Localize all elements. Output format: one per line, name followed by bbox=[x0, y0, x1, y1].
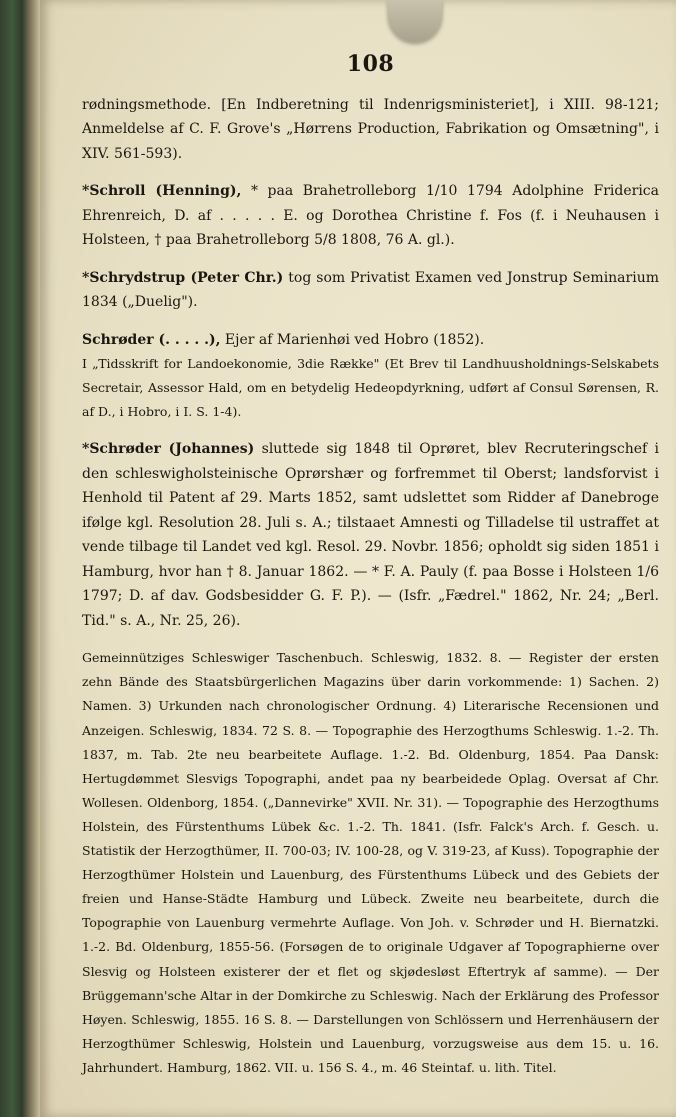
page-text bbox=[82, 52, 659, 1080]
entry-schroder-note: I „Tidsskrift for Landoekonomie, 3die Række" (Et Brev til Landhuusholdnings-Selskabets Secretair, Assessor Hald, om en betydelig Hedeopdyrkning, udført af Consul Sørensen, R. af D., i Hobro, i I. S. 1-4). bbox=[82, 356, 659, 420]
entry-text: * paa Brahetrolleborg 1/10 1794 Adolphine Friderica Ehrenreich, D. af . . . . . E. og Dorothea Christine f. Fos (f. i Neuhausen i Holsteen, † paa Brahetrolleborg 5/8 1808, 76 A. gl.). bbox=[82, 183, 659, 248]
entry-schroder bbox=[82, 328, 659, 353]
entry-schroll bbox=[82, 179, 659, 253]
entry-schroder-johannes bbox=[82, 437, 659, 633]
headword: *Schrydstrup (Peter Chr.) bbox=[82, 269, 284, 286]
entry-text: sluttede sig 1848 til Oprøret, blev Recruteringschef i den schleswigholsteinische Oprørshær og forfremmet til Oberst; landsforvist i Henhold til Patent af 29. Marts 1852, samt udslettet som Ridder af Danebroge ifølge kgl. Resolution 28. Juli s. A.; tilstaaet Amnesti og Tilladelse til ustraffet at vende tilbage til Landet ved kgl. Resol. 29. Novbr. 1856; opholdt sig siden 1851 i Hamburg, hvor han † 8. Januar 1862. — * F. A. Pauly (f. paa Bosse i Holsteen 1/6 1797; D. af dav. Godsbesidder G. F. P.). — (Isfr. „Fædrel." 1862, Nr. 24; „Berl. Tid." s. A., Nr. 25, 26). bbox=[82, 441, 659, 629]
headword: Schrøder (. . . . .), bbox=[82, 331, 221, 348]
headword: *Schrøder (Johannes) bbox=[82, 441, 255, 458]
bibliography-paragraph: Gemeinnütziges Schleswiger Taschenbuch. Schleswig, 1832. 8. — Register der ersten zehn Bände des Staatsbürgerlichen Magazins über darin vorkommende: 1) Sachen. 2) Namen. 3) Urkunden nach chronologischer Ordnung. 4) Literarische Recensionen und Anzeigen. Schleswig, 1834. 72 S. 8. — Topographie des Herzogthums Schleswig. 1.-2. Th. 1837, m. Tab. 2te neu bearbeitete Auflage. 1.-2. Bd. Oldenburg, 1854. Paa Dansk: Hertugdømmet Slesvigs Topographi, andet paa ny bearbeidede Oplag. Oversat af Chr. Wollesen. Oldenborg, 1854. („Dannevirke" XVII. Nr. 31). — Topographie des Herzogthums Holstein, des Fürstenthums Lübek &c. 1.-2. Th. 1841. (Isfr. Falck's Arch. f. Gesch. u. Statistik der Herzogthümer, II. 700-03; IV. 100-28, og V. 319-23, af Kuss). Topographie der Herzogthümer Holstein und Lauenburg, des Fürstenthums Lübeck und des Gebiets der freien und Hanse-Städte Hamburg und Lübeck. Zweite neu bearbeitete, durch die Topographie von Lauenburg vermehrte Auflage. Von Joh. v. Schrøder und H. Biernatzki. 1.-2. Bd. Oldenburg, 1855-56. (Forsøgen de to originale Udgaver af Topographierne over Slesvig og Holsteen existerer der et flet og skjødesløst Eftertryk af samme). — Der Brüggemann'sche Altar in der Domkirche zu Schleswig. Nach der Erklärung des Professor Høyen. Schleswig, 1855. 16 S. 8. — Darstellungen von Schlössern und Herrenhäusern der Herzogthümer Schleswig, Holstein und Lauenburg, vorzugsweise aus dem 15. u. 16. Jahrhundert. Hamburg, 1862. VII. u. 156 S. 4., m. 46 Steintaf. u. lith. Titel. bbox=[82, 650, 659, 1075]
entry-schrydstrup bbox=[82, 266, 659, 315]
page-number: 108 bbox=[346, 51, 395, 77]
entry-text: tog som Privatist Examen ved Jonstrup Seminarium 1834 („Duelig"). bbox=[82, 269, 659, 310]
headword: *Schroll (Henning), bbox=[82, 183, 242, 199]
intro-paragraph: rødningsmethode. [En Indberetning til Indenrigsministeriet], i XIII. 98-121; Anmeldelse af C. F. Grove's „Hørrens Production, Fabrikation og Omsætning", i XIV. 561-593). bbox=[82, 96, 659, 162]
entry-text: Ejer af Marienhøi ved Hobro (1852). bbox=[220, 331, 485, 348]
